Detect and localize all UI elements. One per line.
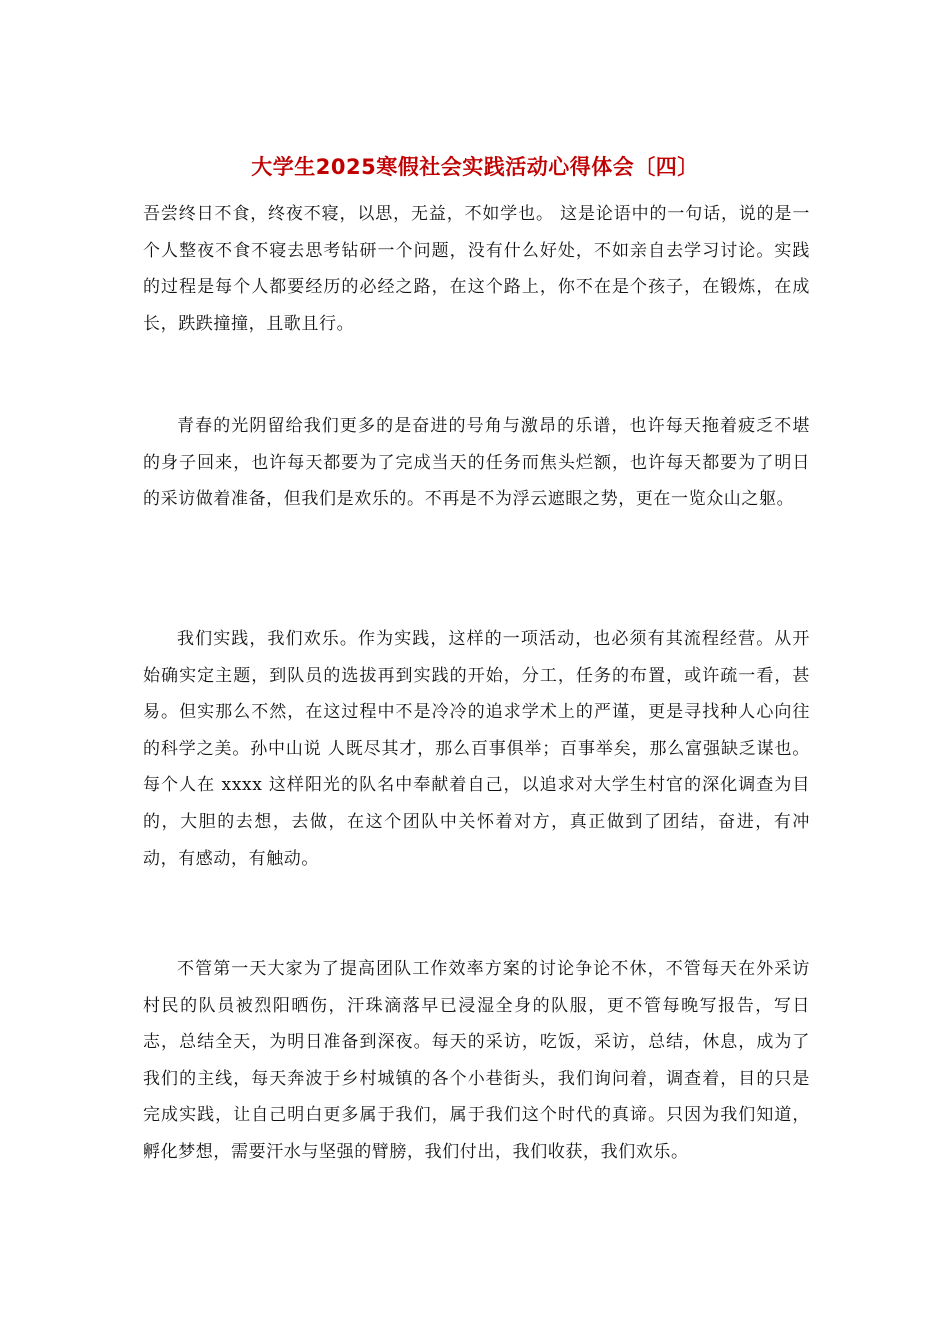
paragraph-1: 吾尝终日不食，终夜不寝，以思，无益，不如学也。 这是论语中的一句话，说的是一个人整夜不食不寝去思考钻研一个问题，没有什么好处，不如亲自去学习讨论。实践的过程是每个人都要经历的必经之路，在这个路上，你不在是个孩子，在锻炼，在成长，跌跌撞撞，且歌且行。 (143, 204, 810, 334)
paragraph-4: 不管第一天大家为了提高团队工作效率方案的讨论争论不休，不管每天在外采访村民的队员被烈阳晒伤，汗珠滴落早已浸湿全身的队服，更不管每晚写报告，写日志，总结全天，为明日准备到深夜。每天的采访，吃饭，采访，总结，休息，成为了我们的主线，每天奔波于乡村城镇的各个小巷街头，我们询问着，调查着，目的只是完成实践，让自己明白更多属于我们，属于我们这个时代的真谛。只因为我们知道，孵化梦想，需要汗水与坚强的臂膀，我们付出，我们收获，我们欢乐。 (143, 959, 810, 1162)
paragraph-3: 我们实践，我们欢乐。作为实践，这样的一项活动，也必须有其流程经营。从开始确实定主题，到队员的选拔再到实践的开始，分工，任务的布置，或许疏一看，甚易。但实那么不然，在这过程中不是冷冷的追求学术上的严谨，更是寻找种人心向往的科学之美。孙中山说 人既尽其才，那么百事俱举；百事举矣，那么富强缺乏谋也。 每个人在 xxxx 这样阳光的队名中奉献着自己，以追求对大学生村官的深化调查为目的，大胆的去想，去做，在这个团队中关怀着对方，真正做到了团结，奋进，有冲动，有感动，有触动。 (143, 629, 810, 869)
document-title: 大学生2025寒假社会实践活动心得体会〔四〕 (251, 155, 699, 179)
paragraph-2: 青春的光阴留给我们更多的是奋进的号角与激昂的乐谱，也许每天拖着疲乏不堪的身子回来，也许每天都要为了完成当天的任务而焦头烂额，也许每天都要为了明日的采访做着准备，但我们是欢乐的。不再是不为浮云遮眼之势，更在一览众山之躯。 (143, 416, 810, 510)
